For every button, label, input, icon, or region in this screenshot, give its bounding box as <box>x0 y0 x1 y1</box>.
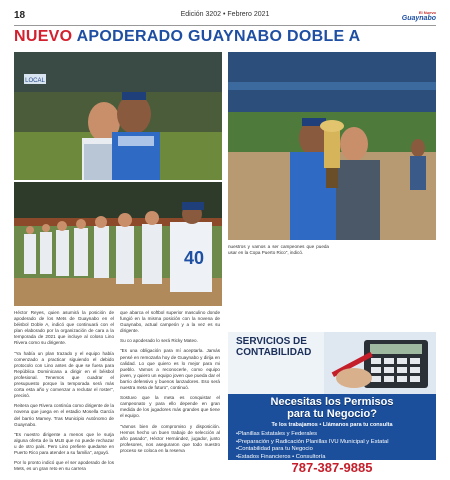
article-paragraph: Sostuvo que la meta es conquistar el campeonato y para ello depende en gran medida de los jugadores más grandes que tiene el equipo. <box>120 395 220 419</box>
article-paragraph: que abarca el softbol superior masculino donde fungió en la misma posición con la novena de Guaynabo, actual campeón y a la vez es su dirigente. <box>120 310 220 334</box>
ad-question-line-1: Necesitas los Permisos <box>270 396 394 408</box>
ad-title-line-2: CONTABILIDAD <box>236 347 312 358</box>
logo-top-text: El Nuevo <box>418 10 436 15</box>
publication-logo <box>400 10 436 24</box>
headline-blue-text: APODERADO GUAYNABO DOBLE A <box>76 28 361 45</box>
ad-service-item: • Contabilidad para tu Negocio <box>236 446 428 454</box>
article-paragraph: Reitera que Rivera continúa como dirigente de la novena que juega en el estadio Mosella García del barrio Mamey. Tras Municipio Autónomo de Guaynabo. <box>14 403 114 427</box>
article-column-1 <box>14 310 114 480</box>
article-paragraph: Su co apoderado lo será Ricky Mateo. <box>120 338 198 344</box>
photo-two-men-field <box>14 52 222 180</box>
ad-title-line-1: SERVICIOS DE <box>236 336 307 347</box>
accounting-advertisement <box>228 332 436 476</box>
article-paragraph: Por lo pronto indicó que el ser apoderado de los Mets, es un gran reto en su carrera <box>14 460 114 472</box>
article-paragraph: "Es nuestro dirigente a menos que le surja alguna oferta de la MLB que no puede rechazar u de otro país. Pero Lino prefiere quedarse en Puerto Rico para atender a su familia", arguyó. <box>14 431 114 455</box>
article-headline <box>14 28 436 50</box>
headline-red-word: NUEVO <box>14 28 73 45</box>
ad-question <box>228 396 436 420</box>
article-paragraph: nuestros y vamos a ser campeones que pueda usar en la Copa Puerto Rico", indicó. <box>228 244 329 256</box>
ad-service-item: • Estados Financieros • Consultoría <box>236 454 428 462</box>
page-header <box>14 10 436 24</box>
page-number: 18 <box>14 10 26 21</box>
ad-service-item: • Preparación y Radicación Planillas IVU Municipal y Estatal <box>236 439 428 447</box>
ad-subtitle: Te los trabajamos • Llámanos para tu consulta <box>271 422 393 428</box>
article-paragraph: "Vamos bien de compromiso y disposición. Hemos hecho un buen trabajo de selección al año pasado", Héctor Hernández, jugador, junto profesores, nos aseguraron que todo nuestro proceso se coloca en la reserva <box>120 423 220 453</box>
article-paragraph: Héctor Reyes, quien asumirá la posición de apoderado de los Mets de Guaynabo en el béisbol Doble A, indicó que continuará con el plan elaborado por la organización de cara a la temporada de 2021 que incluye al coloso Lino Rivera como su dirigente. <box>14 310 114 346</box>
article-paragraph: "Es una obligación para mí aceptarla. Jamás pensé en remozarla hoy de Guaynabo y dirija en calidad. Lo que quiero es lo mejor para mi pueblo. Vamos a reconocerle, como equipo joven, y quiero un equipo joven que pueda dar el barrio defensivo y buenos lanzadores. Eso será nuestra meta de futuro", continuó. <box>120 348 220 391</box>
article-column-2 <box>120 310 220 480</box>
ad-question-line-2: para tu Negocio? <box>287 408 377 420</box>
ad-top-panel <box>228 332 436 394</box>
ad-service-item: • Planillas Estatales y Federales <box>236 431 428 439</box>
ad-phone-number: 787-387-9885 <box>228 460 436 476</box>
article-column-3 <box>228 244 436 330</box>
edition-label: Edición 3202 • Febrero 2021 <box>180 11 270 18</box>
header-divider <box>14 25 436 26</box>
article-paragraph: "Ya había un plan trazado y el equipo había comenzado a practicar siguiendo el debido protocolo con Lino antes de que se fuera para República Dominicana a dirigir en el béisbol profesional. Tenemos que cuadrar el presupuesto porque la temporada será más corta esta año y comenzar a reclutar el roster", precisó. <box>14 350 114 399</box>
field-sign-text: LOCAL <box>25 78 45 84</box>
logo-main-text: Guaynabo <box>401 15 436 22</box>
jersey-number: 40 <box>183 248 205 268</box>
calculator-and-pen-icon <box>324 332 436 394</box>
ad-services-list <box>236 431 428 461</box>
photo-trophy <box>228 52 436 240</box>
photo-team-lineup <box>14 182 222 306</box>
